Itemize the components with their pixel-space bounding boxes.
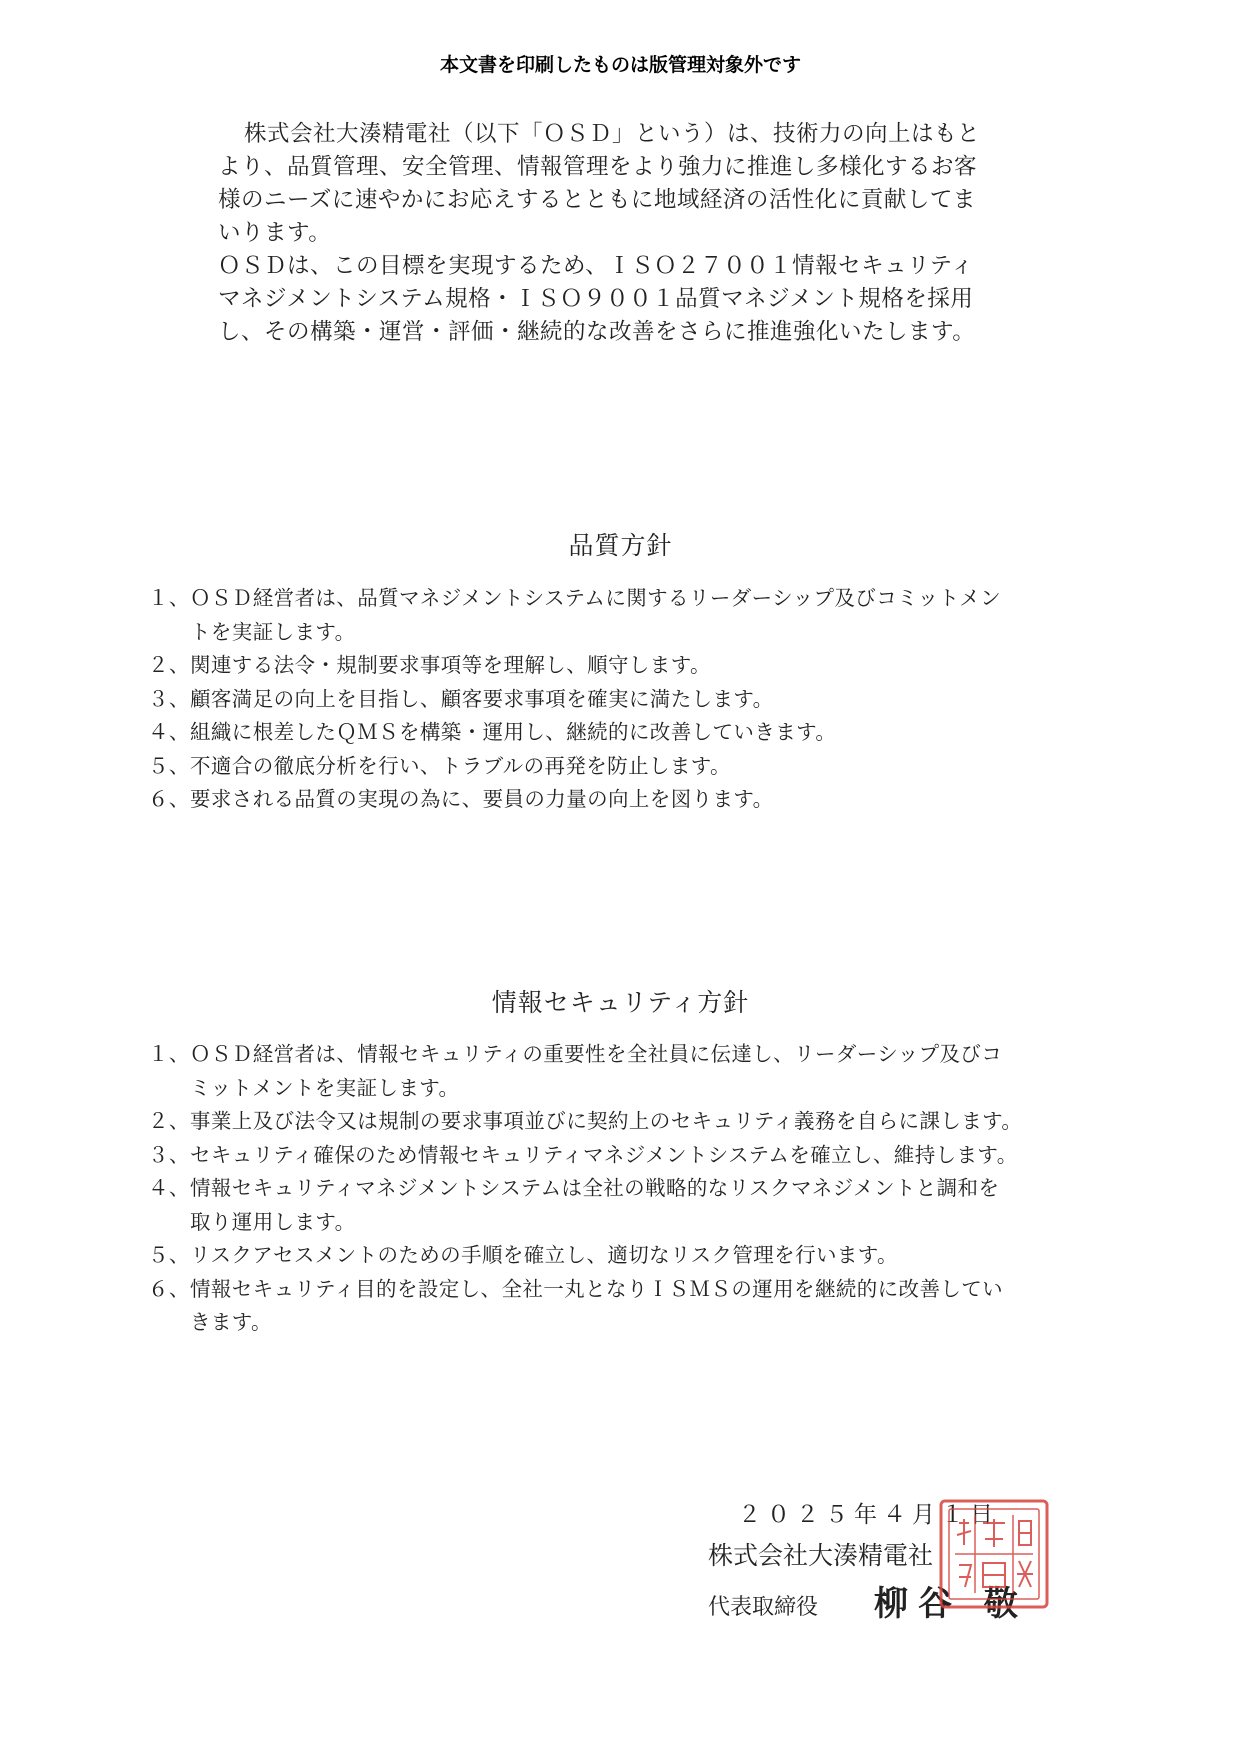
intro-statement xyxy=(218,118,1058,349)
item-number: １、 xyxy=(148,1042,190,1066)
item-text-line: 組織に根差したＱＭＳを構築・運用し、継続的に改善していきます。 xyxy=(190,720,837,744)
item-number: ６、 xyxy=(148,787,190,811)
item-text-line: ＯＳＤ経営者は、情報セキュリティの重要性を全社員に伝達し、リーダーシップ及びコ xyxy=(190,1042,1003,1066)
security-policy-list xyxy=(148,1038,1133,1340)
item-number: ５、 xyxy=(148,1243,190,1267)
item-text-line: 情報セキュリティマネジメントシステムは全社の戦略的なリスクマネジメントと調和を xyxy=(190,1176,1000,1200)
security-policy-item xyxy=(148,1273,1133,1340)
signature-company: 株式会社大湊精電社 xyxy=(708,1541,934,1570)
document-control-notice: 本文書を印刷したものは版管理対象外です xyxy=(439,54,801,76)
item-number: ６、 xyxy=(148,1276,190,1301)
security-policy-item xyxy=(148,1172,1133,1239)
item-text-line: ミットメントを実証します。 xyxy=(190,1075,460,1100)
item-number: ３、 xyxy=(148,1142,190,1167)
item-text-line: 顧客満足の向上を目指し、顧客要求事項を確実に満たします。 xyxy=(190,686,774,711)
security-policy-item xyxy=(148,1105,1133,1139)
item-number: １、 xyxy=(148,586,190,610)
quality-policy-item xyxy=(148,750,1133,784)
quality-policy-item xyxy=(148,716,1133,750)
security-policy-item xyxy=(148,1139,1133,1173)
signature-date: ２０２５年４月１日 xyxy=(738,1502,999,1528)
item-number: ２、 xyxy=(148,653,190,677)
intro-line: マネジメントシステム規格・ＩＳＯ９００１品質マネジメント規格を採用 xyxy=(218,286,974,312)
item-text-line: きます。 xyxy=(190,1310,272,1334)
company-seal-icon xyxy=(935,1495,1053,1613)
item-text-line: 情報セキュリティ目的を設定し、全社一丸となりＩＳＭＳの運用を継続的に改善してい xyxy=(190,1276,1004,1301)
item-number: ３、 xyxy=(148,686,190,711)
security-policy-item xyxy=(148,1038,1133,1105)
quality-policy-title: 品質方針 xyxy=(568,531,673,560)
item-number: ４、 xyxy=(148,1176,190,1200)
intro-line: 様のニーズに速やかにお応えするとともに地域経済の活性化に貢献してま xyxy=(218,187,976,213)
security-policy-item xyxy=(148,1239,1133,1273)
quality-policy-item xyxy=(148,783,1133,817)
security-policy-title: 情報セキュリティ方針 xyxy=(491,988,750,1017)
signature-name: 柳谷 敬 xyxy=(874,1584,1028,1624)
item-text-line: 事業上及び法令又は規制の要求事項並びに契約上のセキュリティ義務を自らに課します。 xyxy=(190,1109,1023,1133)
intro-line: ＯＳＤは、この目標を実現するため、ＩＳＯ２７００１情報セキュリティ xyxy=(218,253,974,279)
intro-line: 株式会社大湊精電社（以下「ＯＳＤ」という）は、技術力の向上はもと xyxy=(244,121,981,147)
item-number: ５、 xyxy=(148,753,190,778)
quality-policy-list xyxy=(148,582,1133,817)
intro-line: より、品質管理、安全管理、情報管理をより強力に推進し多様化するお客 xyxy=(218,154,978,180)
signature-title: 代表取締役 xyxy=(708,1595,819,1620)
item-text-line: セキュリティ確保のため情報セキュリティマネジメントシステムを確立し、維持します。 xyxy=(190,1142,1018,1167)
quality-policy-item xyxy=(148,649,1133,683)
item-text-line: ＯＳＤ経営者は、品質マネジメントシステムに関するリーダーシップ及びコミットメン xyxy=(190,586,1001,610)
quality-policy-item xyxy=(148,582,1133,649)
intro-line: し、その構築・運営・評価・継続的な改善をさらに推進強化いたします。 xyxy=(218,319,976,345)
item-text-line: 要求される品質の実現の為に、要員の力量の向上を図ります。 xyxy=(190,787,774,811)
item-number: ２、 xyxy=(148,1109,190,1133)
item-text-line: 不適合の徹底分析を行い、トラブルの再発を防止します。 xyxy=(190,753,731,778)
item-number: ４、 xyxy=(148,720,190,744)
item-text-line: リスクアセスメントのための手順を確立し、適切なリスク管理を行います。 xyxy=(190,1243,898,1267)
item-text-line: 関連する法令・規制要求事項等を理解し、順守します。 xyxy=(190,653,711,677)
intro-line: いります。 xyxy=(218,220,332,246)
item-text-line: トを実証します。 xyxy=(190,619,356,644)
item-text-line: 取り運用します。 xyxy=(190,1209,356,1234)
quality-policy-item xyxy=(148,683,1133,717)
